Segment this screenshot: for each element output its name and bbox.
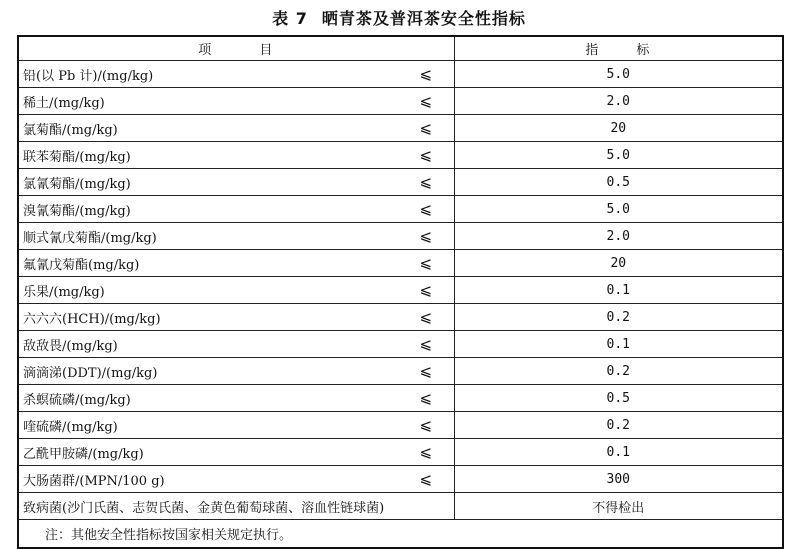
row-operator: ⩽ <box>398 196 454 223</box>
table-row <box>18 61 783 88</box>
table-row <box>18 115 783 142</box>
header-item: 项 目 <box>18 36 454 61</box>
row-item: 杀螟硫磷/(mg/kg) <box>18 385 398 412</box>
table-title <box>0 6 798 29</box>
table-body <box>18 61 783 493</box>
row-value: 0.1 <box>454 439 783 466</box>
header-row <box>18 36 783 61</box>
row-operator: ⩽ <box>398 304 454 331</box>
table-number: 表 7 <box>272 9 308 28</box>
row-operator: ⩽ <box>398 250 454 277</box>
row-value: 2.0 <box>454 223 783 250</box>
row-item: 稀土/(mg/kg) <box>18 88 398 115</box>
table-row <box>18 169 783 196</box>
row-value: 0.1 <box>454 277 783 304</box>
table-row <box>18 358 783 385</box>
row-item: 联苯菊酯/(mg/kg) <box>18 142 398 169</box>
row-value: 5.0 <box>454 61 783 88</box>
row-item: 喹硫磷/(mg/kg) <box>18 412 398 439</box>
row-value: 20 <box>454 115 783 142</box>
table-row <box>18 304 783 331</box>
pathogen-value: 不得检出 <box>454 493 783 520</box>
row-operator: ⩽ <box>398 223 454 250</box>
table-row <box>18 223 783 250</box>
row-operator: ⩽ <box>398 331 454 358</box>
header-value: 指 标 <box>454 36 783 61</box>
table-row <box>18 142 783 169</box>
row-operator: ⩽ <box>398 439 454 466</box>
table-row <box>18 466 783 493</box>
row-item: 滴滴涕(DDT)/(mg/kg) <box>18 358 398 385</box>
row-item: 乐果/(mg/kg) <box>18 277 398 304</box>
table-row <box>18 439 783 466</box>
row-item: 六六六(HCH)/(mg/kg) <box>18 304 398 331</box>
note-row <box>18 520 783 549</box>
row-operator: ⩽ <box>398 412 454 439</box>
row-value: 0.2 <box>454 358 783 385</box>
row-value: 0.5 <box>454 385 783 412</box>
table-note: 注：其他安全性指标按国家相关规定执行。 <box>18 520 783 549</box>
row-operator: ⩽ <box>398 115 454 142</box>
row-operator: ⩽ <box>398 169 454 196</box>
row-operator: ⩽ <box>398 142 454 169</box>
table-row <box>18 277 783 304</box>
row-operator: ⩽ <box>398 88 454 115</box>
table-row <box>18 331 783 358</box>
row-item: 顺式氰戊菊酯/(mg/kg) <box>18 223 398 250</box>
row-value: 5.0 <box>454 142 783 169</box>
pathogen-row <box>18 493 783 520</box>
row-item: 铅(以 Pb 计)/(mg/kg) <box>18 61 398 88</box>
row-operator: ⩽ <box>398 61 454 88</box>
table-row <box>18 412 783 439</box>
row-value: 0.1 <box>454 331 783 358</box>
row-item: 溴氰菊酯/(mg/kg) <box>18 196 398 223</box>
row-value: 0.5 <box>454 169 783 196</box>
row-value: 2.0 <box>454 88 783 115</box>
row-item: 氟氰戊菊酯(mg/kg) <box>18 250 398 277</box>
table-row <box>18 250 783 277</box>
row-item: 敌敌畏/(mg/kg) <box>18 331 398 358</box>
row-item: 乙酰甲胺磷/(mg/kg) <box>18 439 398 466</box>
row-value: 20 <box>454 250 783 277</box>
row-operator: ⩽ <box>398 466 454 493</box>
pathogen-item: 致病菌(沙门氏菌、志贺氏菌、金黄色葡萄球菌、溶血性链球菌) <box>18 493 454 520</box>
row-operator: ⩽ <box>398 358 454 385</box>
row-operator: ⩽ <box>398 277 454 304</box>
table-row <box>18 196 783 223</box>
table-row <box>18 88 783 115</box>
row-item: 氯氰菊酯/(mg/kg) <box>18 169 398 196</box>
safety-indicator-table <box>17 35 784 549</box>
row-item: 氯菊酯/(mg/kg) <box>18 115 398 142</box>
row-value: 0.2 <box>454 304 783 331</box>
row-value: 0.2 <box>454 412 783 439</box>
table-row <box>18 385 783 412</box>
table-caption: 晒青茶及普洱茶安全性指标 <box>321 9 526 28</box>
row-operator: ⩽ <box>398 385 454 412</box>
row-item: 大肠菌群/(MPN/100 g) <box>18 466 398 493</box>
row-value: 5.0 <box>454 196 783 223</box>
row-value: 300 <box>454 466 783 493</box>
